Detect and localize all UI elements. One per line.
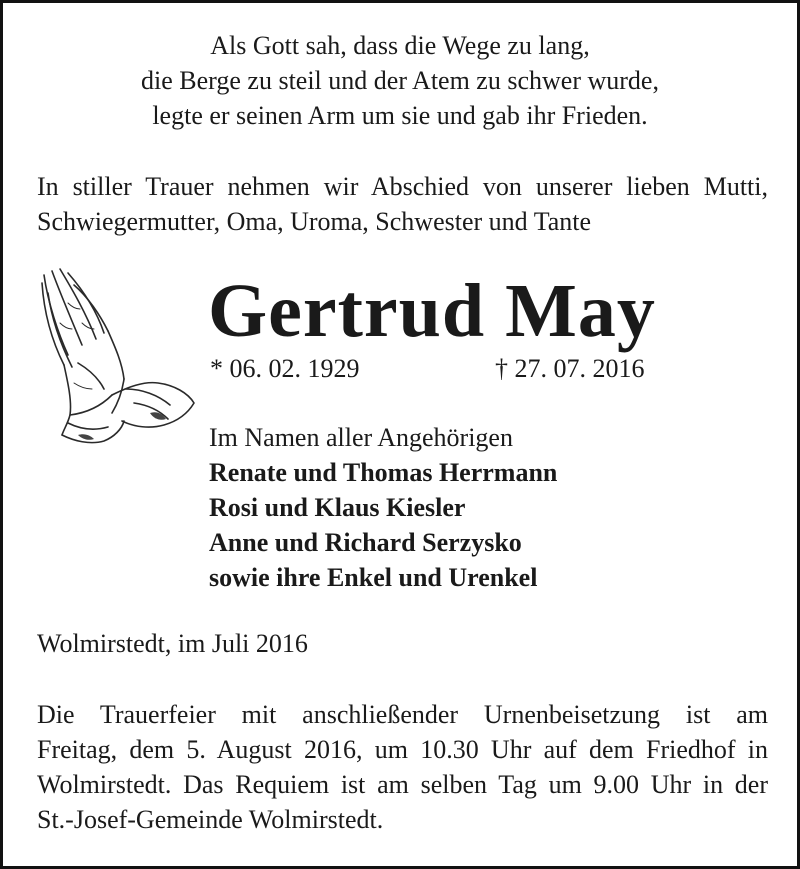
mourner-name: Anne und Richard Serzysko xyxy=(209,528,522,557)
funeral-line: St.-Josef-Gemeinde Wolmirstedt. xyxy=(37,805,384,834)
poem-line: Als Gott sah, dass die Wege zu lang, xyxy=(210,31,590,60)
mourner-name: sowie ihre Enkel und Urenkel xyxy=(209,563,538,592)
death-date: † 27. 07. 2016 xyxy=(495,354,645,383)
funeral-line: Wolmirstedt. Das Requiem ist am selben Tag um 9.00 Uhr in der xyxy=(37,770,768,799)
place-date: Wolmirstedt, im Juli 2016 xyxy=(37,629,308,658)
poem-line: die Berge zu steil und der Atem zu schwer wurde, xyxy=(141,66,659,95)
poem-line: legte er seinen Arm um sie und gab ihr Frieden. xyxy=(152,101,648,130)
mourners-intro: Im Namen aller Angehörigen xyxy=(209,423,513,452)
deceased-name: Gertrud May xyxy=(208,269,656,353)
birth-date: * 06. 02. 1929 xyxy=(210,354,360,383)
intro-line: In stiller Trauer nehmen wir Abschied von unserer lieben Mutti, xyxy=(37,172,768,201)
mourner-name: Rosi und Klaus Kiesler xyxy=(209,493,466,522)
intro-line: Schwiegermutter, Oma, Uroma, Schwester und Tante xyxy=(37,207,592,236)
praying-hands-icon xyxy=(38,263,198,453)
funeral-line: Die Trauerfeier mit anschließender Urnenbeisetzung ist am xyxy=(37,700,768,729)
mourner-name: Renate und Thomas Herrmann xyxy=(209,458,558,487)
funeral-line: Freitag, dem 5. August 2016, um 10.30 Uhr auf dem Friedhof in xyxy=(37,735,768,764)
